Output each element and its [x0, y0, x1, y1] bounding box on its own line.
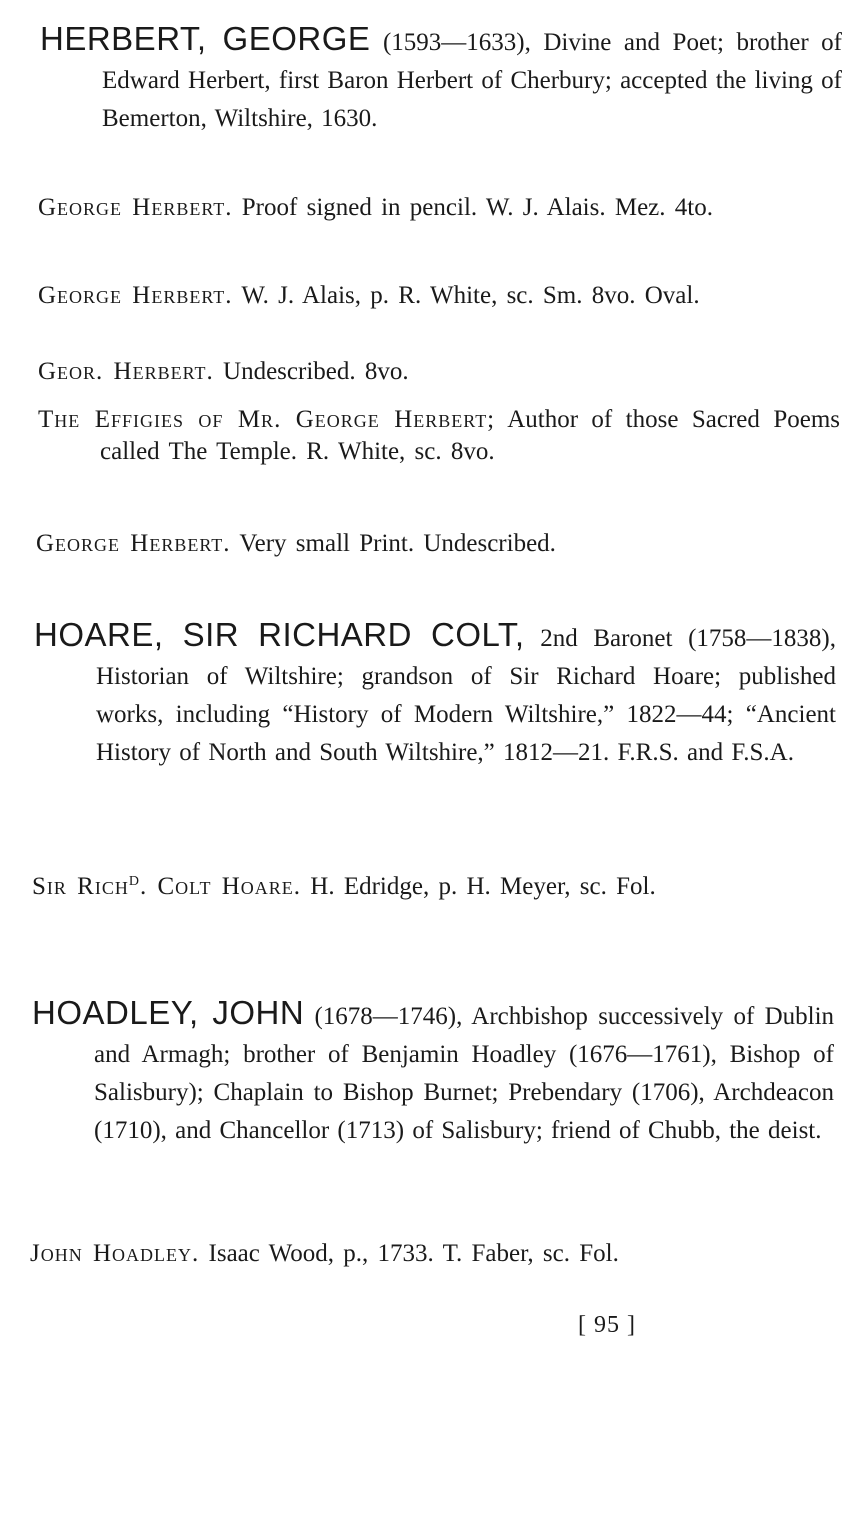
page-number: [ 95 ] — [578, 1312, 636, 1338]
portrait-title-part: . Colt Hoare. — [139, 873, 302, 900]
portrait-title: The Effigies of Mr. George Herbert; — [38, 406, 496, 433]
entry-heading-hoare — [34, 616, 836, 772]
portrait-title: John Hoadley. — [30, 1240, 200, 1267]
entry-name: HERBERT, GEORGE — [40, 20, 371, 57]
entry-heading-hoadley — [32, 994, 834, 1150]
portrait-title — [32, 873, 301, 900]
portrait-title: George Herbert. — [36, 530, 231, 557]
portrait-title: George Herbert. — [38, 282, 233, 309]
portrait-listing — [36, 528, 838, 560]
portrait-listing — [32, 866, 834, 903]
portrait-details: Undescribed. 8vo. — [223, 358, 409, 385]
portrait-details: Very small Print. Undescribed. — [239, 530, 556, 557]
entry-description: 2nd Baronet (1758—1838), Historian of Wiltshire; grandson of Sir Richard Hoare; published works, including “History of Modern Wiltshire,” 1822—44; “Ancient History of North and South Wiltshire,” 1812—21. F.R.S. and F.S.A. — [96, 625, 836, 766]
entry-name: HOADLEY, JOHN — [32, 994, 305, 1031]
entry-description: (1678—1746), Archbishop successively of Dublin and Armagh; brother of Benjamin Hoadley (1676—1761), Bishop of Salisbury); Chaplain to Bishop Burnet; Prebendary (1706), Archdeacon (1710), and Chancellor (1713) of Salisbury; friend of Chubb, the deist. — [94, 1003, 835, 1144]
portrait-title: Geor. Herbert. — [38, 358, 214, 385]
portrait-details: Proof signed in pencil. W. J. Alais. Mez. 4to. — [241, 194, 713, 221]
portrait-title-part: Sir Rich — [32, 873, 129, 900]
portrait-listing — [38, 356, 840, 388]
portrait-listing — [38, 404, 840, 468]
portrait-details: W. J. Alais, p. R. White, sc. Sm. 8vo. Oval. — [241, 282, 700, 309]
portrait-listing — [30, 1238, 832, 1270]
portrait-listing — [38, 192, 840, 224]
portrait-details: H. Edridge, p. H. Meyer, sc. Fol. — [310, 873, 656, 900]
portrait-title-superscript: D — [128, 874, 140, 889]
portrait-title: George Herbert. — [38, 194, 233, 221]
entry-description: (1593—1633), Divine and Poet; brother of Edward Herbert, first Baron Herbert of Cherbury; accepted the living of Bemerton, Wiltshire, 1630. — [102, 29, 842, 132]
portrait-details: Isaac Wood, p., 1733. T. Faber, sc. Fol. — [208, 1240, 619, 1267]
portrait-listing — [38, 280, 840, 312]
portrait-details: Author of those Sacred Poems called The Temple. R. White, sc. 8vo. — [100, 406, 840, 465]
entry-heading-herbert — [40, 20, 842, 138]
entry-name: HOARE, SIR RICHARD COLT, — [34, 616, 525, 653]
